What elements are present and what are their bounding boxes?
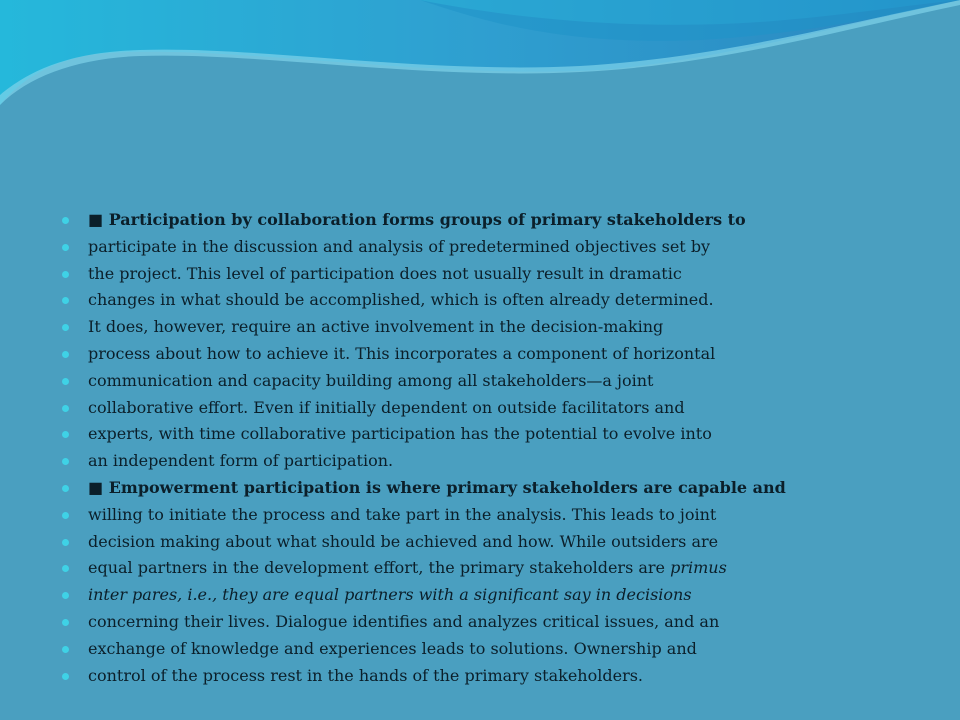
- bullet-dot-icon: [62, 324, 69, 331]
- line-text-segment: decision making about what should be achieved and how. While outsiders are: [88, 531, 719, 551]
- bullet-dot-icon: [62, 217, 69, 224]
- bullet-dot-icon: [62, 592, 69, 599]
- line-text-segment: changes in what should be accomplished, which is often already determined.: [88, 290, 714, 310]
- line-text-segment: experts, with time collaborative participation has the potential to evolve into: [88, 424, 712, 444]
- bullet-line: [62, 395, 942, 422]
- bullet-dot-icon: [62, 271, 69, 278]
- bullet-dot-icon: [62, 431, 69, 438]
- bullet-line-text: [88, 395, 685, 422]
- bullet-line-text: [88, 207, 746, 234]
- bullet-line-text: [88, 234, 710, 261]
- line-text-segment: concerning their lives. Dialogue identifies and analyzes critical issues, and an: [88, 611, 720, 631]
- bullet-dot-icon: [62, 512, 69, 519]
- bullet-dot-icon: [62, 539, 69, 546]
- bullet-line: [62, 529, 942, 556]
- bullet-dot-icon: [62, 297, 69, 304]
- bullet-dot-icon: [62, 565, 69, 572]
- bullet-line: [62, 341, 942, 368]
- bullet-line-text: [88, 287, 714, 314]
- bullet-line: [62, 582, 942, 609]
- bullet-line-text: [88, 663, 643, 690]
- line-text-segment: control of the process rest in the hands of the primary stakeholders.: [88, 665, 644, 685]
- bullet-line: [62, 663, 942, 690]
- bullet-line: [62, 555, 942, 582]
- line-text-segment: exchange of knowledge and experiences leads to solutions. Ownership and: [88, 638, 697, 658]
- line-text-segment: process about how to achieve it. This incorporates a component of horizontal: [88, 343, 716, 363]
- bullet-line-text: [88, 421, 712, 448]
- line-text-segment: communication and capacity building among all stakeholders—a joint: [88, 370, 654, 390]
- line-text-segment: ■ Empowerment participation is where primary stakeholders are capable and: [88, 477, 786, 497]
- line-text-segment: participate in the discussion and analysis of predetermined objectives set by: [88, 236, 711, 256]
- bullet-line: [62, 636, 942, 663]
- bullet-line-text: [88, 555, 727, 582]
- bullet-line-text: [88, 341, 715, 368]
- bullet-dot-icon: [62, 378, 69, 385]
- bullet-line: [62, 207, 942, 234]
- bullet-dot-icon: [62, 458, 69, 465]
- bullet-dot-icon: [62, 673, 69, 680]
- line-text-segment: equal partners in the development effort, the primary stakeholders are: [88, 558, 671, 578]
- bullet-dot-icon: [62, 646, 69, 653]
- bullet-dot-icon: [62, 485, 69, 492]
- slide-body-text: [62, 207, 942, 689]
- bullet-line-text: [88, 475, 786, 502]
- bullet-line: [62, 448, 942, 475]
- bullet-line-text: [88, 582, 692, 609]
- bullet-line: [62, 368, 942, 395]
- bullet-dot-icon: [62, 244, 69, 251]
- line-italic-segment: primus: [670, 558, 727, 578]
- line-text-segment: willing to initiate the process and take part in the analysis. This leads to joint: [88, 504, 717, 524]
- bullet-line: [62, 261, 942, 288]
- bullet-line-text: [88, 448, 393, 475]
- bullet-dot-icon: [62, 351, 69, 358]
- bullet-line: [62, 475, 942, 502]
- line-text-segment: the project. This level of participation does not usually result in dramatic: [88, 263, 682, 283]
- bullet-line: [62, 234, 942, 261]
- bullet-line-text: [88, 314, 663, 341]
- bullet-line-text: [88, 502, 716, 529]
- bullet-line: [62, 314, 942, 341]
- bullet-line: [62, 287, 942, 314]
- line-text-segment: ■ Participation by collaboration forms groups of primary stakeholders to: [88, 210, 746, 229]
- bullet-dot-icon: [62, 405, 69, 412]
- line-text-segment: an independent form of participation.: [88, 451, 394, 471]
- bullet-line-text: [88, 529, 718, 556]
- bullet-line-text: [88, 368, 653, 395]
- bullet-line-text: [88, 636, 697, 663]
- header-wave-decoration: [0, 0, 960, 140]
- bullet-line: [62, 421, 942, 448]
- line-text-segment: inter pares, i.e., they are equal partners with a significant say in decisions: [88, 585, 692, 605]
- line-text-segment: It does, however, require an active involvement in the decision-making: [88, 317, 664, 337]
- bullet-line: [62, 502, 942, 529]
- bullet-line-text: [88, 261, 682, 288]
- bullet-line: [62, 609, 942, 636]
- line-text-segment: collaborative effort. Even if initially dependent on outside facilitators and: [88, 397, 685, 417]
- bullet-dot-icon: [62, 619, 69, 626]
- bullet-line-text: [88, 609, 719, 636]
